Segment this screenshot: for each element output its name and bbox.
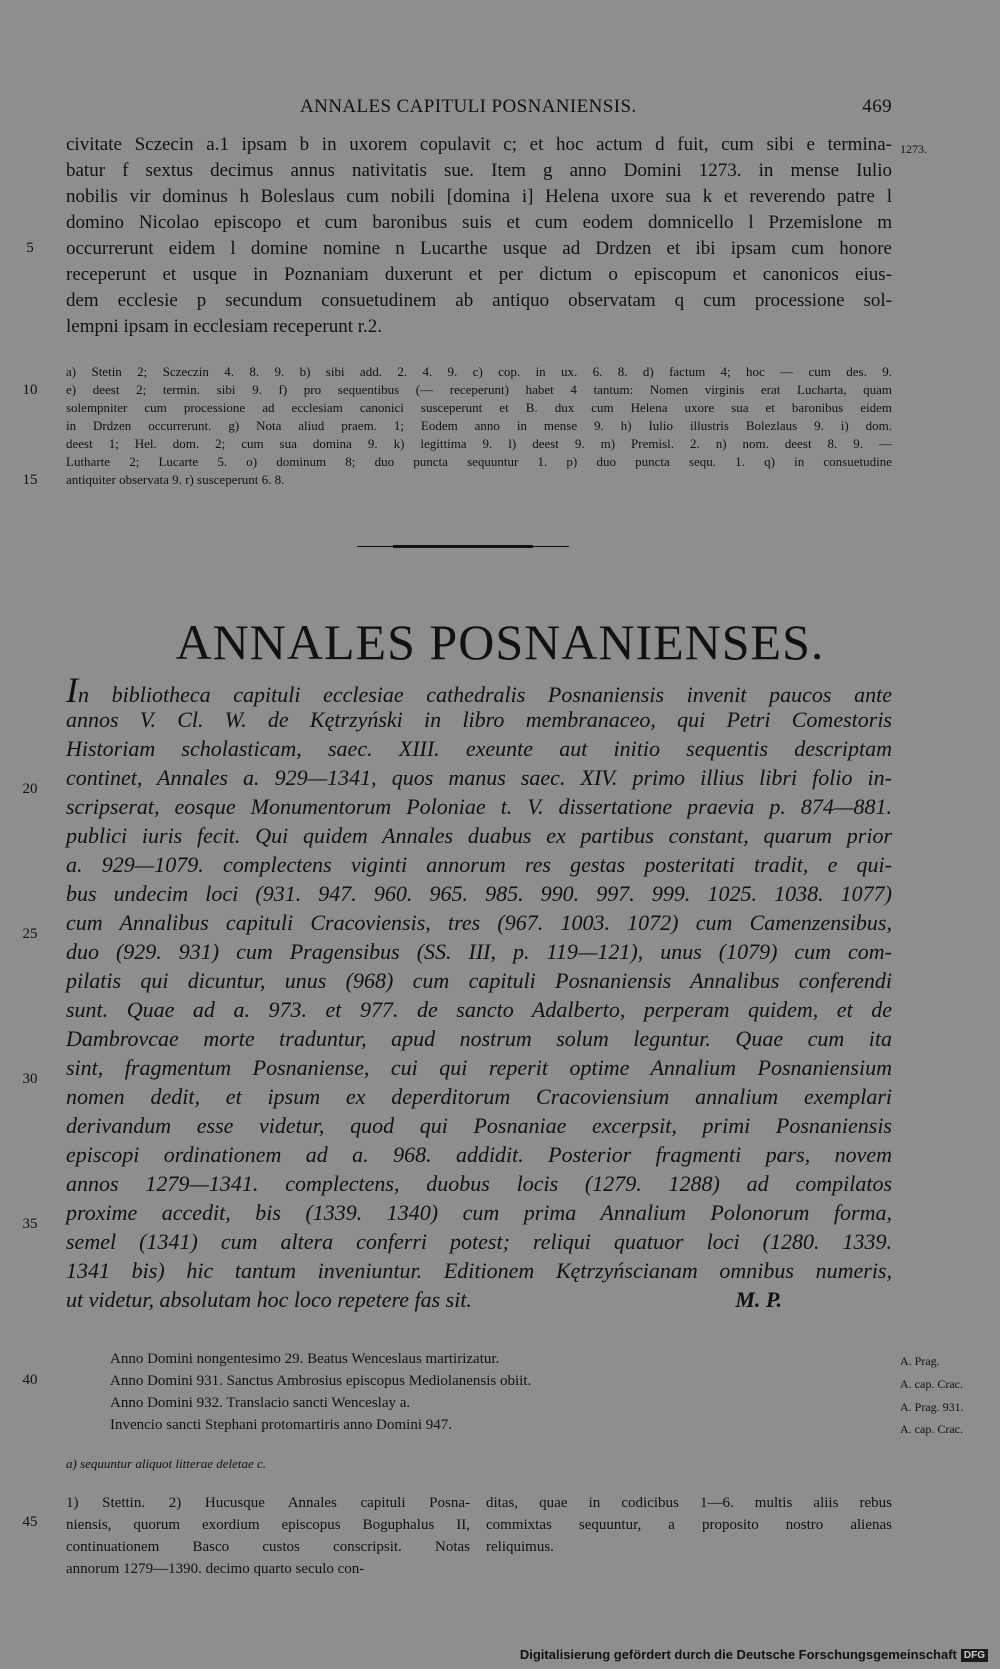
intro-line: annos V. Cl. W. de Kętrzyński in libro membranaceo, qui Petri Comestoris (66, 707, 892, 732)
footnote-line: niensis, quorum exordium episcopus Boguphalus II, (66, 1517, 470, 1533)
intro-line: nomen dedit, et ipsum ex deperditorum Cracoviensium annalium exemplari (66, 1084, 892, 1109)
line-number: 35 (22, 1216, 38, 1232)
variant-line: deest 1; Hel. dom. 2; cum sua domina 9. k) legittima 9. l) deest 9. m) Premisl. 2. n) nom. deest 8. 9. — (66, 436, 892, 451)
credit-text: Digitalisierung gefördert durch die Deutsche Forschungsgemeinschaft (519, 1647, 957, 1662)
text-line: domino Nicolao episcopo et cum baronibus suis et cum eodem domnicello l Przemislone m (66, 212, 892, 233)
footnote-line: ditas, quae in codicibus 1—6. multis aliis rebus (486, 1495, 892, 1511)
annal-entry: Anno Domini nongentesimo 29. Beatus Wenceslaus martirizatur. (110, 1351, 500, 1367)
margin-year: 1273. (900, 142, 927, 156)
footnote-line: annorum 1279—1390. decimo quarto seculo con- (66, 1561, 365, 1577)
intro-line (66, 1285, 892, 1314)
line-number: 5 (26, 240, 34, 256)
running-title: ANNALES CAPITULI POSNANIENSIS. (300, 96, 637, 117)
intro-line: annos 1279—1341. complectens, duobus locis (1279. 1288) ad compilatos (66, 1171, 892, 1196)
intro-line: semel (1341) cum altera conferri potest; reliqui quatuor loci (1280. 1339. (66, 1229, 892, 1254)
footnote-line: reliquimus. (486, 1539, 554, 1555)
variant-line: Lutharte 2; Lucarte 5. o) dominum 8; duo puncta sequuntur 1. p) duo puncta sequ. 1. q) in consuetudine (66, 454, 892, 469)
source-siglum: A. cap. Crac. (900, 1422, 963, 1436)
text-line: batur f sextus decimus annus nativitatis sue. Item g anno Domini 1273. in mense Iulio (66, 160, 892, 181)
entry-variant-note: a) sequuntur aliquot litterae deletae c. (66, 1456, 267, 1471)
intro-line: Dambrovcae morte traduntur, apud nostrum solum leguntur. Quae cum ita (66, 1026, 892, 1051)
intro-line: derivandum esse videtur, quod qui Posnaniae excerpsit, primi Posnaniensis (66, 1113, 892, 1138)
text-line: lempni ipsam in ecclesiam receperunt r.2. (66, 316, 383, 337)
intro-line (66, 670, 892, 710)
intro-line: cum Annalibus capituli Cracoviensis, tres (967. 1003. 1072) cum Camenzensibus, (66, 910, 892, 935)
dfg-logo: DFG (961, 1649, 988, 1662)
intro-line: bus undecim loci (931. 947. 960. 965. 985. 990. 997. 999. 1025. 1038. 1077) (66, 881, 892, 906)
intro-line: a. 929—1079. complectens viginti annorum res gestas posteritati tradit, e qui- (66, 852, 892, 877)
intro-line: sunt. Quae ad a. 973. et 977. de sancto Adalberto, perperam quidem, et de (66, 997, 892, 1022)
annal-entry: Anno Domini 932. Translacio sancti Wenceslay a. (110, 1395, 411, 1411)
intro-line: continet, Annales a. 929—1341, quos manus saec. XIV. primo illius libri folio in- (66, 765, 892, 790)
annal-entry: Anno Domini 931. Sanctus Ambrosius episcopus Mediolanensis obiit. (110, 1373, 532, 1389)
intro-line: Historiam scholasticam, saec. XIII. exeunte aut initio sequentis descriptam (66, 736, 892, 761)
intro-line: pilatis qui dicuntur, unus (968) cum capituli Posnaniensis Annalibus conferendi (66, 968, 892, 993)
line-number: 10 (22, 382, 38, 398)
source-siglum: A. Prag. (900, 1354, 940, 1368)
variant-line: a) Stetin 2; Sczeczin 4. 8. 9. b) sibi add. 2. 4. 9. c) cop. in ux. 6. 8. d) factum 4; hoc — cum des. 9. (66, 364, 892, 379)
variant-line: solempniter cum processione ad ecclesiam canonici susceperunt et B. dux cum Helena uxore sua et baronibus eidem (66, 400, 892, 415)
variant-line: in Drdzen occurrerunt. g) Nota aliud praem. 1; Eodem anno in mense 9. h) Iulio illustris Bolezlaus 9. i) dom. (66, 418, 892, 433)
line-number: 30 (22, 1071, 38, 1087)
intro-first-line: n bibliotheca capituli ecclesiae cathedralis Posnaniensis invenit paucos ante (78, 682, 892, 707)
text-line: nobilis vir dominus h Boleslaus cum nobili [domina i] Helena uxore sua k et reverendo patre l (66, 186, 892, 207)
source-siglum: A. Prag. 931. (900, 1400, 964, 1414)
text-line: occurrerunt eidem l domine nomine n Lucarthe usque ad Drdzen et ibi ipsam cum honore (66, 238, 892, 259)
intro-line: 1341 bis) hic tantum inveniuntur. Editionem Kętrzyńscianam omnibus numeris, (66, 1258, 892, 1283)
intro-line: scripserat, eosque Monumentorum Poloniae t. V. dissertatione praevia p. 874—881. (66, 794, 892, 819)
initial-letter: I (66, 670, 78, 710)
section-rule (393, 545, 533, 548)
text-line: civitate Sczecin a.1 ipsam b in uxorem copulavit c; et hoc actum d fuit, cum sibi e termina- (66, 134, 892, 155)
line-number: 45 (22, 1514, 38, 1530)
intro-line: publici iuris fecit. Qui quidem Annales duabus ex partibus constant, quarum prior (66, 823, 892, 848)
source-siglum: A. cap. Crac. (900, 1377, 963, 1391)
variant-line: e) deest 2; termin. sibi 9. f) pro sequentibus (— receperunt) habet 4 tantum: Nomen virginis erat Lucharta, quam (66, 382, 892, 397)
running-head (66, 96, 892, 122)
line-number: 25 (22, 926, 38, 942)
text-line: dem ecclesie p secundum consuetudinem ab antiquo observatam q cum processione sol- (66, 290, 892, 311)
variant-line: antiquiter observata 9. r) susceperunt 6. 8. (66, 472, 285, 487)
annal-entry: Invencio sancti Stephani protomartiris anno Domini 947. (110, 1417, 453, 1433)
footnote-line: continuationem Basco custos conscripsit. Notas (66, 1539, 470, 1555)
footnote-line: commixtas sequuntur, a proposito nostro alienas (486, 1517, 892, 1533)
line-number: 40 (22, 1372, 38, 1388)
footnote-line: 1) Stettin. 2) Hucusque Annales capituli Posna- (66, 1495, 470, 1511)
digitization-credit (520, 1647, 988, 1665)
text-line: receperunt et usque in Poznaniam duxerunt et per dictum o episcopum et canonicos eius- (66, 264, 892, 285)
intro-line: sint, fragmentum Posnaniense, cui qui reperit optime Annalium Posnaniensium (66, 1055, 892, 1080)
intro-line: episcopi ordinationem ad a. 968. addidit. Posterior fragmenti pars, novem (66, 1142, 892, 1167)
editor-signature: M. P. (735, 1287, 782, 1312)
intro-line: proxime accedit, bis (1339. 1340) cum prima Annalium Polonorum forma, (66, 1200, 892, 1225)
intro-line: duo (929. 931) cum Pragensibus (SS. III, p. 119—121), unus (1079) cum com- (66, 939, 892, 964)
page-number: 469 (862, 96, 892, 117)
line-number: 15 (22, 472, 38, 488)
line-number: 20 (22, 781, 38, 797)
intro-last-line: ut videtur, absolutam hoc loco repetere fas sit. (66, 1287, 472, 1312)
section-title: ANNALES POSNANIENSES. (175, 614, 825, 670)
